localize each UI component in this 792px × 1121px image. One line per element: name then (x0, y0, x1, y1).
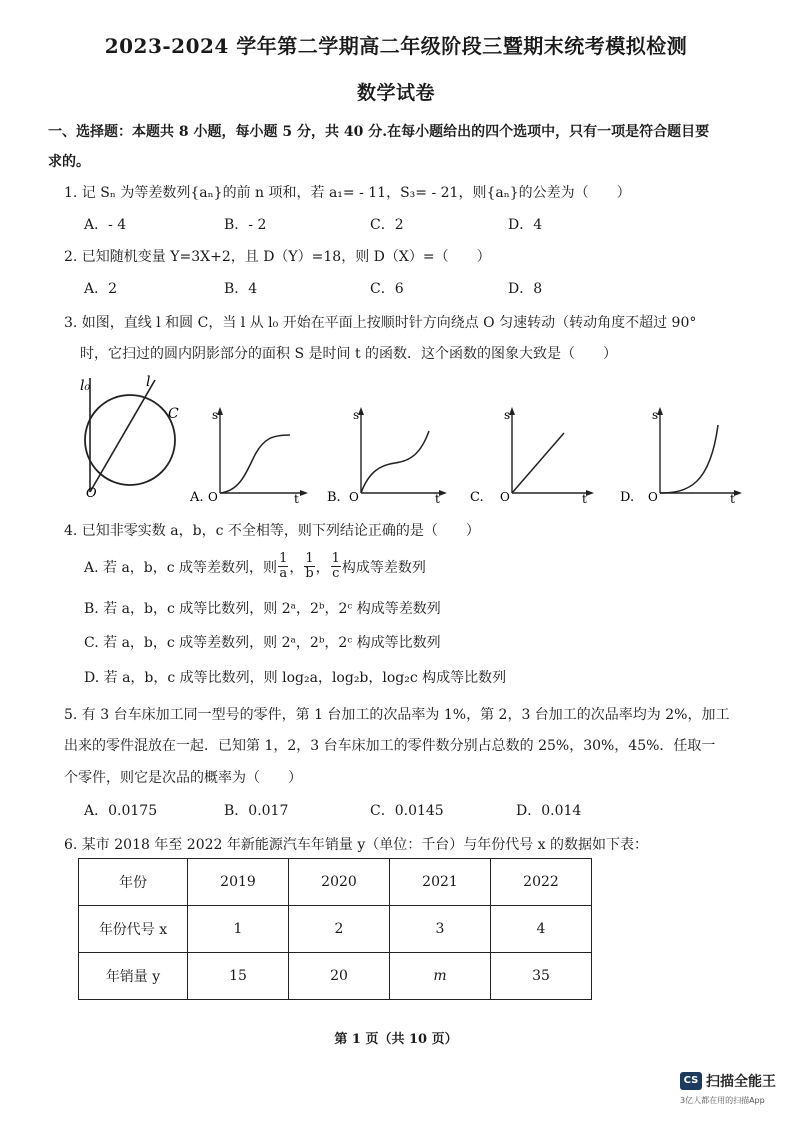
graph-c-t-label: t (582, 492, 587, 505)
table-cell: 4 (491, 906, 592, 953)
table-cell: 2020 (289, 859, 390, 906)
q4-option-b: B. 若 a，b，c 成等比数列，则 2ᵃ，2ᵇ，2ᶜ 构成等差数列 (84, 601, 441, 617)
graph-c-option-label: C. (470, 490, 484, 505)
table-row (79, 906, 592, 953)
table-cell: 1 (188, 906, 289, 953)
curve-c (512, 433, 564, 493)
graph-a-option-label: A. (190, 490, 204, 505)
exam-subtitle: 数学试卷 (356, 82, 435, 104)
graph-d-option-label: D. (620, 490, 635, 505)
q3-stem-line1: 3. 如图，直线 l 和圆 C，当 l 从 l₀ 开始在平面上按顺时针方向绕点 O 匀速转动（转动角度不超过 90° (64, 315, 697, 331)
graph-b (325, 405, 450, 505)
q5-option-a: A．0.0175 (84, 803, 158, 819)
label-l: l (146, 374, 151, 390)
graph-b-s-label: s (353, 408, 360, 422)
circle-c (85, 395, 175, 485)
fraction-1-over-b: $\frac{1}{b}$ (305, 551, 314, 581)
label-l0: l₀ (80, 378, 91, 394)
camscanner-brand-text: 扫描全能王 (706, 1074, 776, 1090)
q2-option-d: D．8 (508, 281, 543, 297)
q2-option-a: A．2 (84, 281, 118, 297)
q1-option-b: B．- 2 (224, 217, 267, 233)
table-cell: 20 (289, 953, 390, 1000)
q4-option-d: D. 若 a，b，c 成等比数列，则 log₂a，log₂b，log₂c 构成等比数列 (84, 670, 507, 686)
graph-b-o-label: O (349, 490, 359, 504)
camscanner-logo-icon: CS (680, 1072, 702, 1090)
table-cell: 2021 (390, 859, 491, 906)
q1-option-d: D．4 (508, 217, 543, 233)
graph-b-t-label: t (435, 492, 440, 505)
q2-option-b: B．4 (224, 281, 258, 297)
q4-option-a-prefix: A. 若 a，b，c 成等差数列，则 (84, 559, 278, 576)
curve-a (220, 435, 290, 493)
q4-stem: 4. 已知非零实数 a，b，c 不全相等，则下列结论正确的是（ ） (64, 523, 480, 539)
fraction-1-over-c: $\frac{1}{c}$ (331, 551, 340, 581)
section1-instructions-line1: 一、选择题：本题共 8 小题，每小题 5 分，共 40 分.在每小题给出的四个选项中，只有一项是符合题目要 (48, 124, 710, 140)
table-row (79, 859, 592, 906)
graph-d-t-label: t (730, 492, 735, 505)
table-cell: 年份 (79, 859, 188, 906)
q6-data-table (78, 858, 592, 1000)
graph-d-s-label: s (652, 408, 659, 422)
table-cell: 2022 (491, 859, 592, 906)
q1-option-c: C．2 (370, 217, 404, 233)
q4-option-a-suffix: 构成等差数列 (341, 559, 426, 576)
graph-a (190, 405, 310, 505)
curve-b (361, 431, 429, 493)
graph-b-option-label: B. (327, 490, 341, 505)
graph-c (468, 405, 598, 505)
q5-option-c: C．0.0145 (370, 803, 444, 819)
table-cell: 2019 (188, 859, 289, 906)
page-footer: 第 1 页（共 10 页） (334, 1032, 458, 1047)
q5-stem-line1: 5. 有 3 台车床加工同一型号的零件，第 1 台加工的次品率为 1%，第 2，3 台加工的次品率均为 2%，加工 (64, 707, 730, 723)
table-cell: 年份代号 x (79, 906, 188, 953)
q5-stem-line3: 个零件，则它是次品的概率为（ ） (64, 770, 302, 786)
camscanner-tagline: 3亿人都在用的扫描App (680, 1096, 765, 1105)
q1-option-a: A．- 4 (84, 217, 127, 233)
table-cell: m (390, 953, 491, 1000)
table-row (79, 953, 592, 1000)
section1-instructions-line2: 求的。 (48, 154, 90, 170)
table-cell: 年销量 y (79, 953, 188, 1000)
q3-circle-figure (70, 370, 190, 500)
graph-c-s-label: s (504, 408, 511, 422)
table-cell: 2 (289, 906, 390, 953)
graph-a-s-label: s (212, 408, 219, 422)
q5-stem-line2: 出来的零件混放在一起．已知第 1，2，3 台车床加工的零件数分别占总数的 25%，30%，45%．任取一 (64, 738, 716, 754)
q5-option-d: D．0.014 (516, 803, 582, 819)
q4-option-a: A. 若 a，b，c 成等差数列，则 $\frac{1}{a}$ ， $\frac{1}{b}$ ， $\frac{1}{c}$ 构成等差数列 (84, 551, 426, 581)
q1-stem: 1. 记 Sₙ 为等差数列{aₙ}的前 n 项和，若 a₁= - 11，S₃= - 21，则{aₙ}的公差为（ ） (64, 185, 631, 201)
q4-option-c: C. 若 a，b，c 成等差数列，则 2ᵃ，2ᵇ，2ᶜ 构成等比数列 (84, 635, 441, 651)
curve-d (660, 425, 718, 493)
table-cell: 15 (188, 953, 289, 1000)
graph-a-t-label: t (294, 492, 299, 505)
q3-stem-line2: 时，它扫过的圆内阴影部分的面积 S 是时间 t 的函数．这个函数的图象大致是（ ） (80, 346, 618, 362)
graph-d (618, 405, 746, 505)
q2-stem: 2. 已知随机变量 Y=3X+2，且 D（Y）=18，则 D（X）=（ ） (64, 249, 491, 265)
q2-option-c: C．6 (370, 281, 404, 297)
table-cell: 35 (491, 953, 592, 1000)
graph-d-o-label: O (648, 490, 658, 504)
graph-a-o-label: O (208, 490, 218, 504)
table-cell: 3 (390, 906, 491, 953)
q6-stem: 6. 某市 2018 年至 2022 年新能源汽车年销量 y（单位：千台）与年份代号 x 的数据如下表： (64, 837, 649, 853)
graph-c-o-label: O (500, 490, 510, 504)
label-o: O (86, 486, 97, 500)
exam-title: 2023-2024 学年第二学期高二年级阶段三暨期末统考模拟检测 (104, 34, 688, 58)
label-c: C (168, 406, 179, 422)
q5-option-b: B．0.017 (224, 803, 289, 819)
fraction-1-over-a: $\frac{1}{a}$ (279, 551, 288, 581)
